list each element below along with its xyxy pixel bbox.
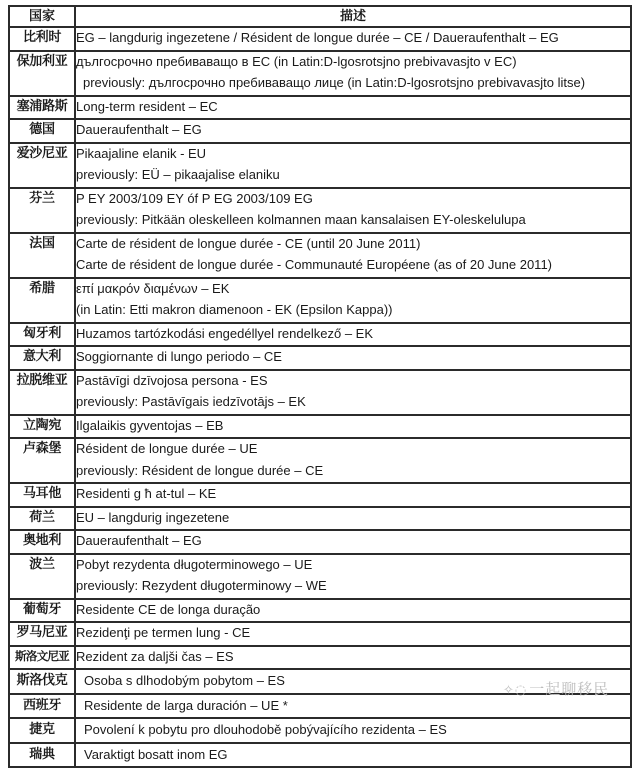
country-cell: 匈牙利 [9,323,75,347]
description-cell [75,278,631,323]
country-cell: 葡萄牙 [9,599,75,623]
country-cell: 立陶宛 [9,415,75,439]
table-row [9,233,631,278]
description-cell [75,370,631,415]
country-cell: 西班牙 [9,694,75,719]
description-line: P EY 2003/109 EY óf P EG 2003/109 EG [76,190,313,206]
description-line: EG – langdurig ingezetene / Résident de longue durée – CE / Daueraufenthalt – EG [76,30,559,45]
description-line-previous: previously: Rezydent długoterminowy – WE [76,578,327,593]
country-cell: 马耳他 [9,483,75,507]
description-line: Pastāvīgi dzīvojosa persona - ES [76,372,268,388]
description-line: Carte de résident de longue durée - CE (until 20 June 2011) [76,235,421,251]
table-row [9,143,631,188]
description-cell [75,483,631,507]
country-cell: 比利时 [9,27,75,51]
description-line: Daueraufenthalt – EG [76,533,202,548]
description-line: Long-term resident – EC [76,98,218,114]
country-cell: 斯洛文尼亚 [9,646,75,670]
description-cell [75,27,631,51]
table-row [9,27,631,51]
description-line-previous: previously: Pastāvīgais iedzīvotājs – EK [76,394,306,409]
description-cell [75,415,631,439]
description-line: Pikaajaline elanik - EU [76,145,207,161]
description-line: Pobyt rezydenta długoterminowego – UE [76,556,313,572]
table-row [9,96,631,120]
country-cell: 保加利亚 [9,51,75,96]
country-cell: 希腊 [9,278,75,323]
table-row [9,718,631,743]
residence-permit-table [8,5,632,768]
description-line: Rezidenţi pe termen lung - CE [76,625,251,640]
description-line: Residente de larga duración – UE * [84,697,288,713]
description-line: дългосрочно пребиваващо в ЕС (in Latin:D-lgosrotsjno prebivavasjto v EC) [76,53,517,69]
description-line-previous: previously: EÜ – pikaajalise elaniku [76,167,280,182]
country-cell: 德国 [9,119,75,143]
table-row [9,507,631,531]
table-row [9,622,631,646]
description-line-previous: previously: дългосрочно пребиваващо лице (in Latin:D-lgosrotsjno prebivavasjto litse) [83,75,586,90]
description-line: Residente CE de longa duração [76,601,261,617]
table-row [9,743,631,768]
table-row [9,119,631,143]
description-cell [75,96,631,120]
description-cell [75,346,631,370]
table-row [9,323,631,347]
table-row [9,370,631,415]
description-cell [75,119,631,143]
description-line: Daueraufenthalt – EG [76,122,202,137]
description-line-previous: Carte de résident de longue durée - Communauté Européene (as of 20 June 2011) [76,257,553,272]
description-line: Varaktigt bosatt inom EG [84,746,228,762]
table-row [9,415,631,439]
table-row [9,278,631,323]
description-cell [75,188,631,233]
country-cell: 瑞典 [9,743,75,768]
wechat-icon: ✧◌ [503,683,528,698]
country-cell: 塞浦路斯 [9,96,75,120]
description-line-previous: previously: Résident de longue durée – CE [76,462,324,478]
table-body [9,27,631,767]
country-cell: 罗马尼亚 [9,622,75,646]
country-cell: 斯洛伐克 [9,669,75,694]
description-line: Osoba s dlhodobým pobytom – ES [84,673,285,688]
country-cell: 卢森堡 [9,438,75,483]
header-description: 描述 [75,6,631,27]
description-cell [75,622,631,646]
country-cell: 法国 [9,233,75,278]
description-line: Residenti g ħ at-tul – KE [76,486,217,501]
description-cell [75,530,631,554]
country-cell: 爱沙尼亚 [9,143,75,188]
description-cell [75,646,631,670]
table-row [9,646,631,670]
table-header-row [9,6,631,27]
country-cell: 芬兰 [9,188,75,233]
description-cell [75,599,631,623]
description-cell [75,507,631,531]
country-cell: 波兰 [9,554,75,599]
watermark [503,678,609,699]
table-row [9,438,631,483]
country-cell: 意大利 [9,346,75,370]
description-line: επί μακρόν διαμένων – ΕΚ [76,280,230,296]
description-line-previous: (in Latin: Etti makron diamenoon - EK (Epsilon Kappa)) [76,302,393,317]
country-cell: 荷兰 [9,507,75,531]
description-cell [75,718,631,743]
description-line: Soggiornante di lungo periodo – CE [76,349,282,364]
description-line: EU – langdurig ingezetene [76,509,230,525]
table-row [9,554,631,599]
country-cell: 捷克 [9,718,75,743]
description-cell [75,554,631,599]
description-cell [75,323,631,347]
description-line: Rezident za daljši čas – ES [76,648,234,664]
description-line-previous: previously: Pitkään oleskelleen kolmannen maan kansalaisen EY-oleskelulupa [76,212,526,227]
header-country: 国家 [9,6,75,27]
country-cell: 拉脱维亚 [9,370,75,415]
table-row [9,483,631,507]
description-line: Ilgalaikis gyventojas – EB [76,417,224,433]
table-row [9,530,631,554]
description-line: Povolení k pobytu pro dlouhodobě pobývajícího rezidenta – ES [84,722,447,737]
watermark-text: 一起聊移民 [529,680,610,698]
description-cell [75,743,631,768]
table-row [9,51,631,96]
description-cell [75,438,631,483]
description-cell [75,143,631,188]
country-cell: 奥地利 [9,530,75,554]
description-line: Huzamos tartózkodási engedéllyel rendelkező – EK [76,325,374,341]
table-row [9,188,631,233]
description-line: Résident de longue durée – UE [76,441,258,456]
table-row [9,346,631,370]
table-row [9,599,631,623]
description-cell [75,233,631,278]
description-cell [75,51,631,96]
